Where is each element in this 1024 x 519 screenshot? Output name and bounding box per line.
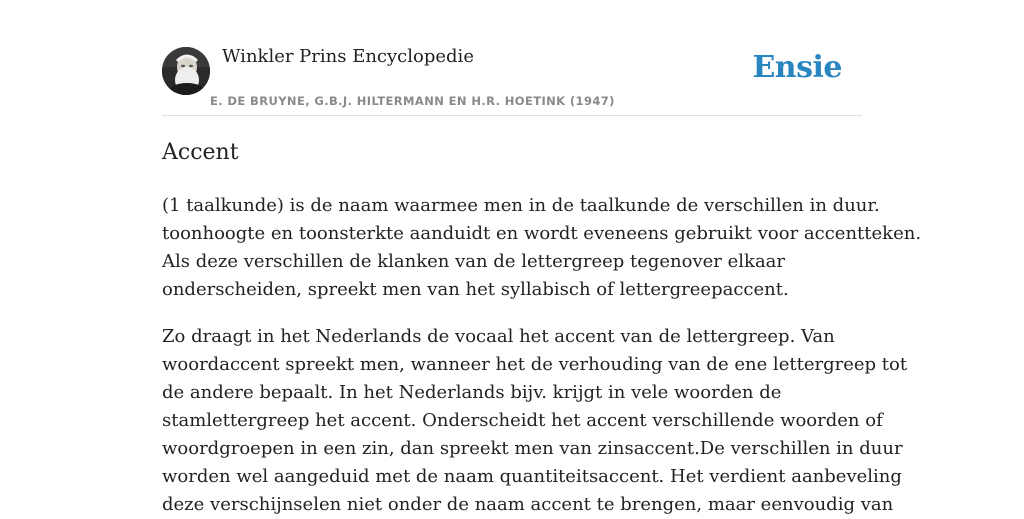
source-header <box>162 0 862 116</box>
article-paragraph <box>162 323 908 519</box>
author-avatar[interactable] <box>162 47 210 95</box>
paragraph-line: (1 taalkunde) is de naam waarmee men in de taalkunde de verschillen in duur. <box>162 195 880 216</box>
paragraph-line: Zo draagt in het Nederlands de vocaal het accent van de lettergreep. Van <box>162 326 835 347</box>
paragraph-line: onderscheiden, spreekt men van het syllabisch of lettergreepaccent. <box>162 279 789 300</box>
paragraph-line: stamlettergreep het accent. Onderscheidt het accent verschillende woorden of <box>162 410 883 431</box>
paragraph-line: woordaccent spreekt men, wanneer het de verhouding van de ene lettergreep tot <box>162 354 908 375</box>
brand-logo[interactable]: Ensie <box>752 50 842 85</box>
article-paragraph <box>162 192 922 304</box>
paragraph-line: worden wel aangeduid met de naam quantiteitsaccent. Het verdient aanbeveling <box>162 466 902 487</box>
page <box>162 0 922 515</box>
paragraph-line: deze verschijnselen niet onder de naam accent te brengen, maar eenvoudig van <box>162 494 894 515</box>
source-title[interactable]: Winkler Prins Encyclopedie <box>222 46 474 67</box>
article-title: Accent <box>162 140 239 165</box>
portrait-icon <box>162 47 210 95</box>
paragraph-line: Als deze verschillen de klanken van de lettergreep tegenover elkaar <box>162 251 786 272</box>
paragraph-line: woordgroepen in een zin, dan spreekt men van zinsaccent.De verschillen in duur <box>162 438 903 459</box>
paragraph-line: toonhoogte en toonsterkte aanduidt en wordt eveneens gebruikt voor accentteken. <box>162 223 922 244</box>
paragraph-line: de andere bepaalt. In het Nederlands bijv. krijgt in vele woorden de <box>162 382 782 403</box>
source-authors: E. DE BRUYNE, G.B.J. HILTERMANN EN H.R. HOETINK (1947) <box>210 94 615 108</box>
